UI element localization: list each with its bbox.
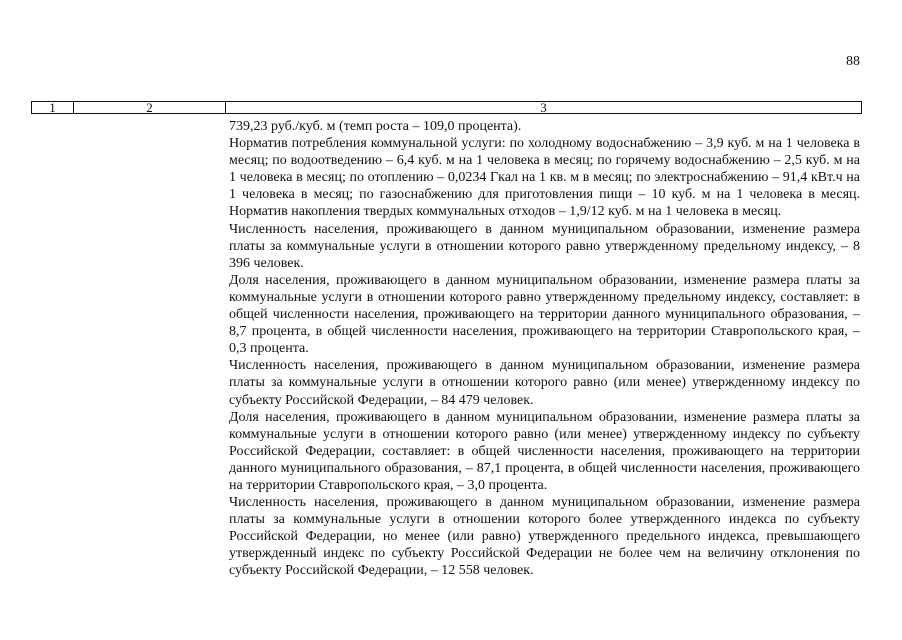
table-header-row [31, 101, 862, 114]
paragraph-share-equal-limit: Доля населения, проживающего в данном муниципальном образовании, изменение размера платы за коммунальные услуги в отношении которого равно утвержденному предельному индексу, составляет: в общей численности населения, проживающего на территории данного муниципального образования, – 8,7 процента, в общей численности населения, проживающего на территории Ставропольского края, – 0,3 процента. [229, 272, 860, 357]
document-body [229, 118, 860, 580]
paragraph-population-equal-or-less-index: Численность населения, проживающего в данном муниципальном образовании, изменение размера платы за коммунальные услуги в отношении которого равно (или менее) утвержденному индексу по субъекту Российской Федерации, – 84 479 человек. [229, 358, 860, 408]
paragraph-population-equal-limit: Численность населения, проживающего в данном муниципальном образовании, изменение размера платы за коммунальные услуги в отношении которого равно утвержденному предельному индексу, – 8 396 человек. [229, 221, 860, 271]
table-header-col-3: 3 [540, 100, 547, 115]
paragraph-population-above-index: Численность населения, проживающего в данном муниципальном образовании, изменение размера платы за коммунальные услуги в отношении которого более утвержденного индекса по субъекту Российской Федерации, но менее (или равно) утвержденного предельного индекса, превышающего утвержденный индекс по субъекту Российской Федерации не более чем на величину отклонения по субъекту Российской Федерации, – 12 558 человек. [229, 495, 860, 579]
paragraph-consumption-norms: Норматив потребления коммунальной услуги: по холодному водоснабжению – 3,9 куб. м на 1 человека в месяц; по водоотведению – 6,4 куб. м на 1 человека в месяц; по горячему водоснабжению – 2,5 куб. м на 1 человека в месяц; по отоплению – 0,0234 Гкал на 1 кв. м в месяц; по электроснабжению – 91,4 кВт.ч на 1 человека в месяц; по газоснабжению для приготовления пищи – 10 куб. м на 1 человека в месяц. Норматив накопления твердых коммунальных отходов – 1,9/12 куб. м на 1 человека в месяц. [229, 136, 860, 220]
table-header-col-2: 2 [74, 102, 226, 113]
page-number: 88 [846, 54, 860, 69]
paragraph-tariff-continuation: 739,23 руб./куб. м (темп роста – 109,0 процента). [229, 119, 522, 134]
paragraph-share-equal-or-less-index: Доля населения, проживающего в данном муниципальном образовании, изменение размера платы за коммунальные услуги в отношении которого равно (или менее) утвержденному индексу по субъекту Российской Федерации, составляет: в общей численности населения, проживающего на территории данного муниципального образования, – 87,1 процента, в общей численности населения, проживающего на территории Ставропольского края, – 3,0 процента. [229, 409, 860, 493]
table-header-col-1: 1 [32, 102, 74, 113]
